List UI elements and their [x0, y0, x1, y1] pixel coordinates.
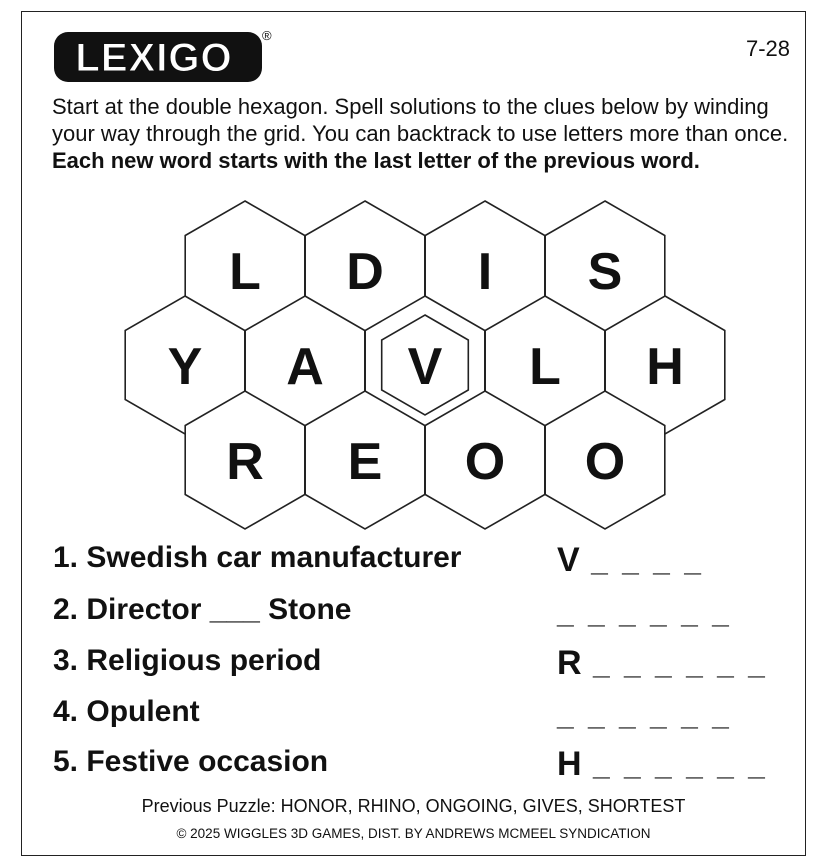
previous-puzzle: Previous Puzzle: HONOR, RHINO, ONGOING, GIVES, SHORTEST	[141, 796, 686, 816]
answer-slot	[557, 745, 768, 784]
answer-slot	[557, 541, 704, 580]
hex-letter: R	[226, 433, 264, 491]
answer-given-letter: R	[557, 644, 583, 682]
hex-letter: L	[229, 243, 261, 301]
instructions-bold: Each new word starts with the last letter of the previous word.	[52, 148, 700, 173]
clue-label: 3. Religious period	[53, 644, 322, 677]
clue-label: 2. Director ___ Stone	[53, 593, 352, 626]
hex-letter: A	[286, 338, 324, 396]
hex-letter: E	[347, 433, 383, 491]
hex-letter: O	[584, 433, 626, 491]
clue-label: 1. Swedish car manufacturer	[53, 541, 462, 574]
answer-slot	[557, 593, 732, 632]
answer-blanks: _ _ _ _ _ _	[557, 597, 732, 630]
hex-letter: O	[464, 433, 506, 491]
hex-letter: Y	[167, 338, 203, 396]
answer-given-letter: H	[557, 745, 583, 783]
clue-label: 4. Opulent	[53, 695, 200, 728]
hex-letter: I	[477, 243, 493, 301]
answer-given-letter: V	[557, 541, 581, 579]
hex-letter: S	[587, 243, 623, 301]
answer-blanks: _ _ _ _ _ _	[593, 749, 768, 782]
puzzle-date: 7-28	[745, 36, 790, 61]
copyright: © 2025 WIGGLES 3D GAMES, DIST. BY ANDREWS MCMEEL SYNDICATION	[176, 826, 651, 841]
hex-letter: V	[407, 338, 443, 396]
registered-mark: ®	[262, 28, 272, 43]
hex-letter: L	[529, 338, 561, 396]
answer-slot	[557, 644, 768, 683]
hex-letter: H	[646, 338, 684, 396]
clue-label: 5. Festive occasion	[53, 745, 329, 778]
answer-slot	[557, 695, 732, 734]
answer-blanks: _ _ _ _	[591, 545, 704, 578]
logo-text: LEXIGO	[75, 36, 233, 80]
answer-blanks: _ _ _ _ _ _	[557, 699, 732, 732]
instructions-text: Start at the double hexagon. Spell solutions to the clues below by winding your way through the grid. You can backtrack to use letters more than once.	[52, 94, 789, 146]
answer-blanks: _ _ _ _ _ _	[593, 648, 768, 681]
hex-letter: D	[346, 243, 384, 301]
